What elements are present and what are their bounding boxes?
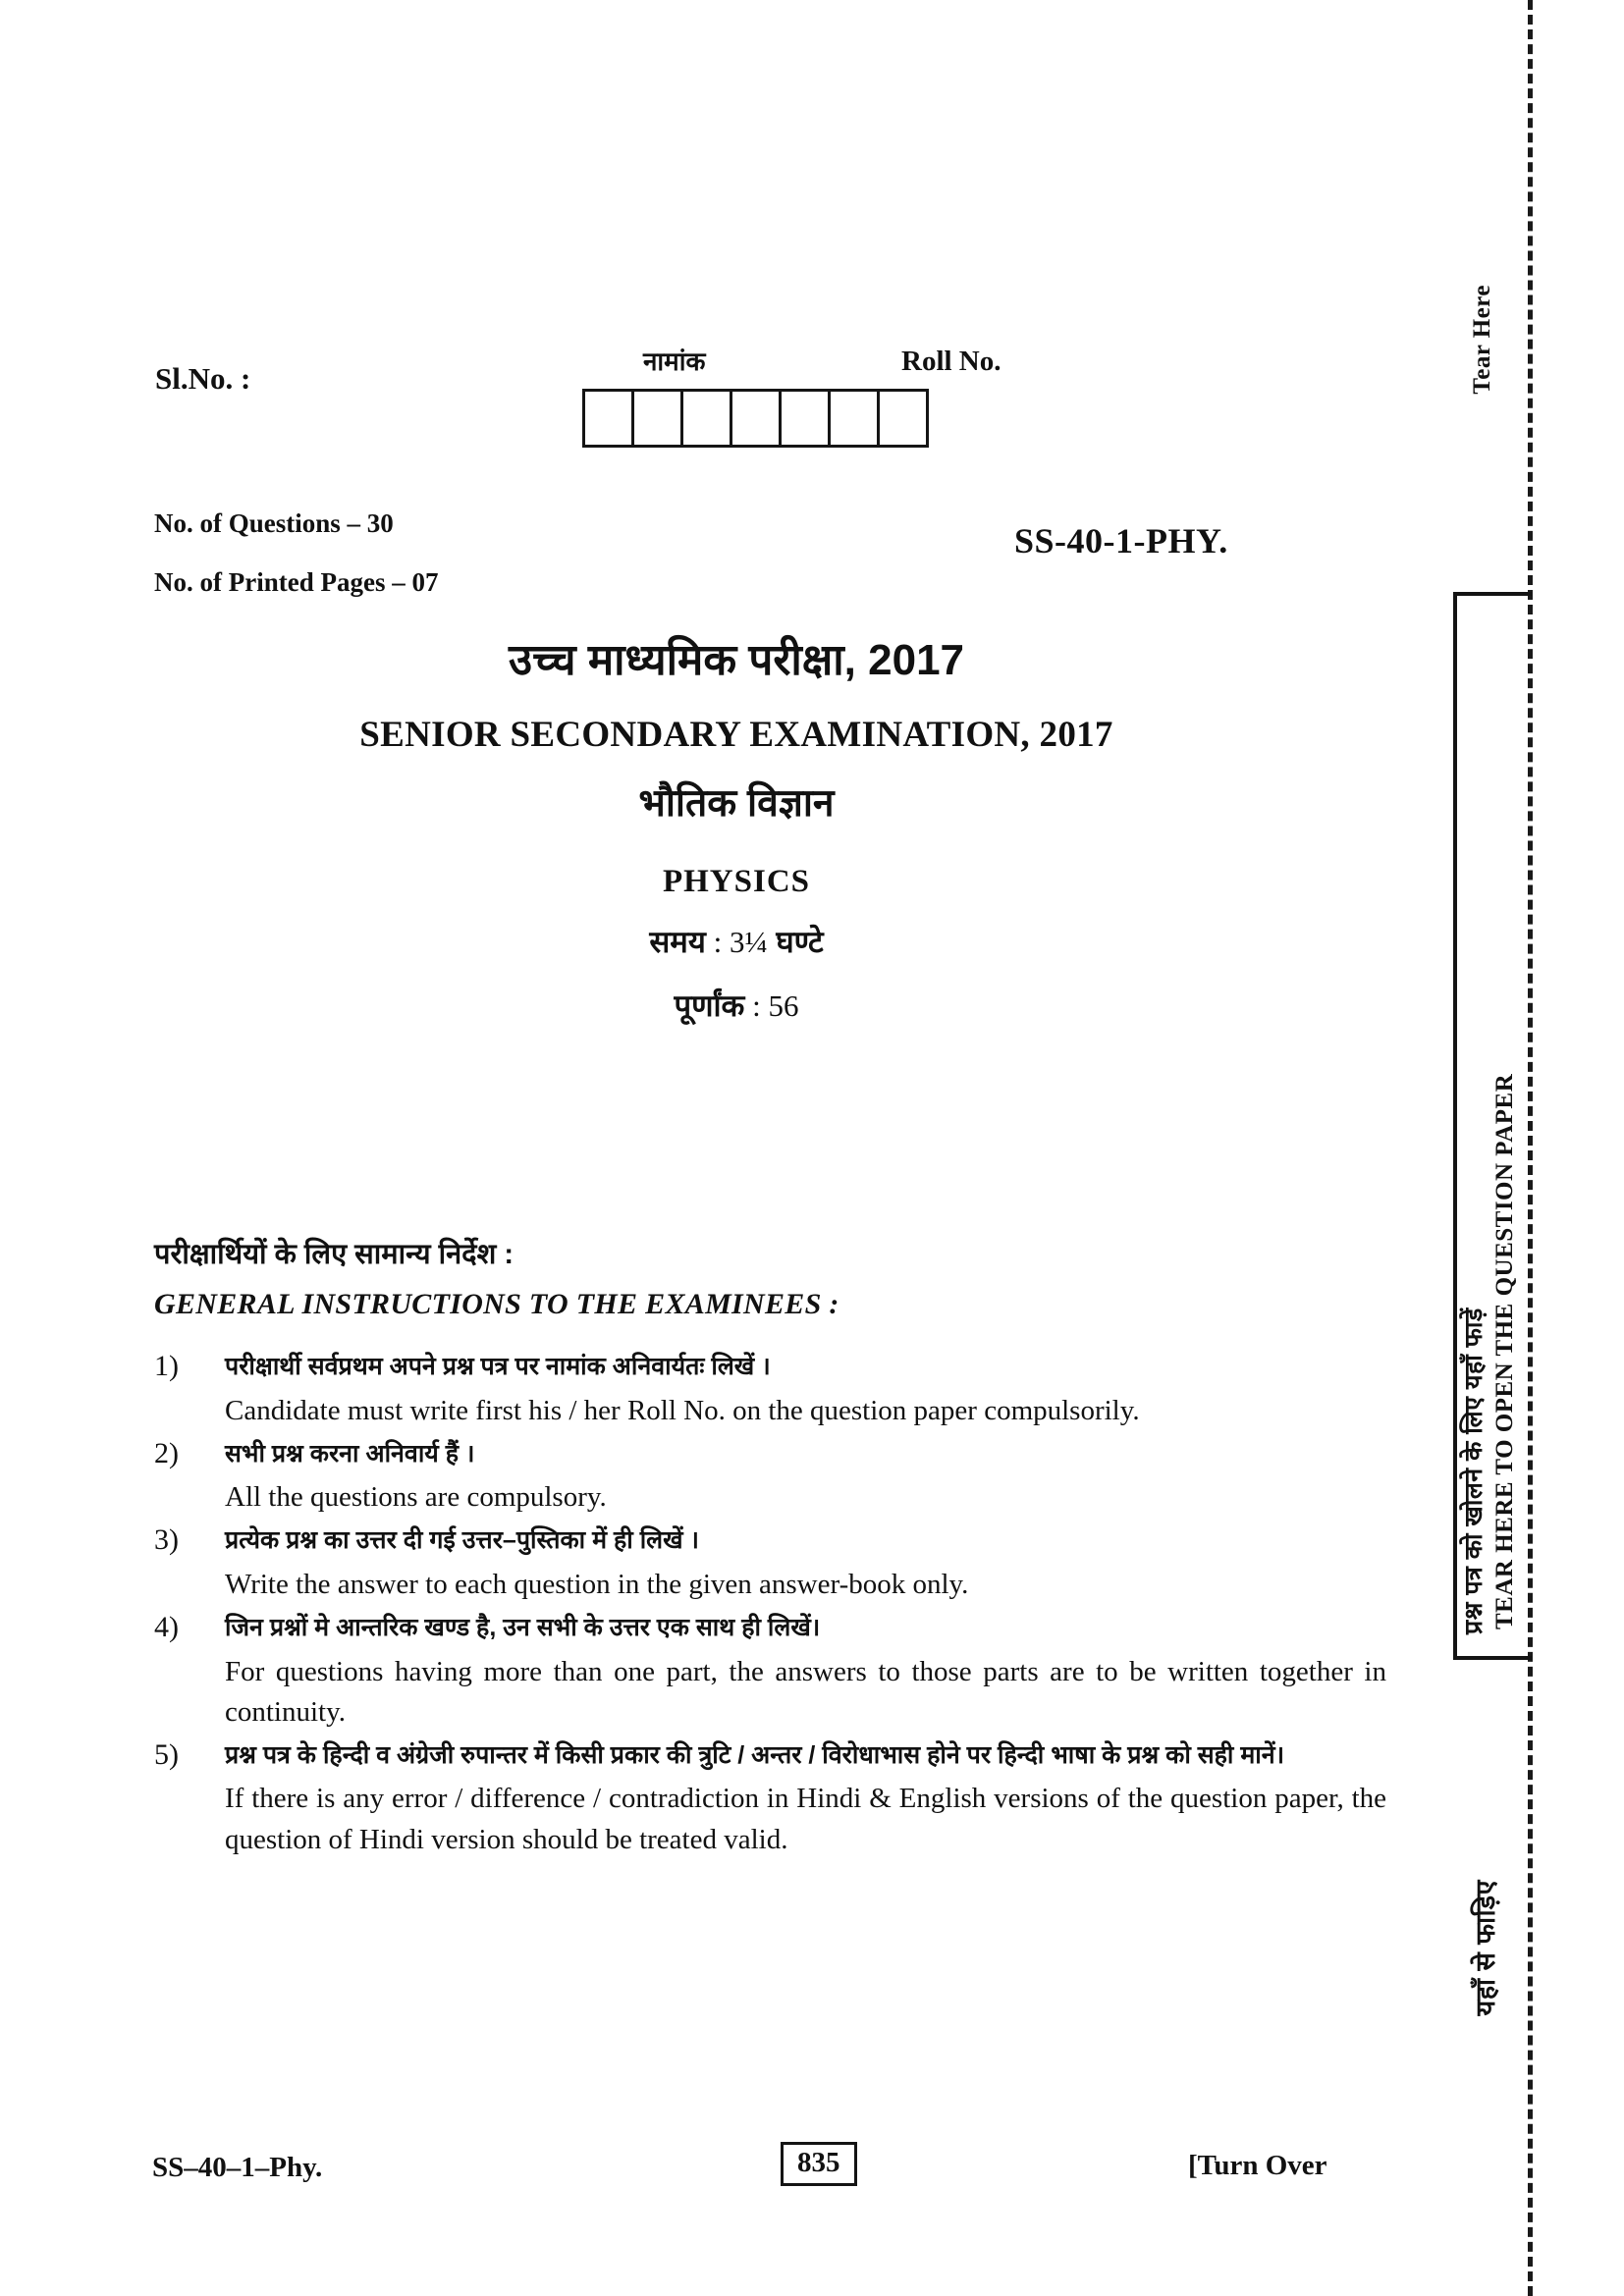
roll-number-cell[interactable] — [828, 389, 880, 448]
instructions-list — [154, 1350, 1386, 1866]
instruction-text-english: Candidate must write first his / her Roll No. on the question paper compulsorily. — [225, 1394, 1140, 1426]
tear-here-bottom-label: यहाँ से फाड़िए — [1471, 1880, 1500, 2016]
instruction-text-hindi: प्रत्येक प्रश्न का उत्तर दी गई उत्तर–पुस्तिका में ही लिखें । — [225, 1526, 699, 1555]
time-value: 3¼ — [729, 925, 768, 959]
instruction-item — [154, 1611, 1386, 1733]
exam-title-english: SENIOR SECONDARY EXAMINATION, 2017 — [359, 715, 1113, 755]
roll-number-cell[interactable] — [877, 389, 929, 448]
exam-title-hindi: उच्च माध्यमिक परीक्षा, 2017 — [508, 636, 965, 684]
instructions-heading-hindi: परीक्षार्थियों के लिए सामान्य निर्देश : — [154, 1239, 514, 1270]
roll-no-label: Roll No. — [901, 346, 1001, 377]
instruction-text-english: Write the answer to each question in the given answer-book only. — [225, 1568, 969, 1600]
instruction-number: 1) — [154, 1350, 179, 1382]
no-of-questions-label: No. of Questions – 30 — [154, 508, 394, 538]
subject-title-hindi: भौतिक विज्ञान — [638, 782, 835, 825]
instruction-text-hindi: प्रश्न पत्र के हिन्दी व अंग्रेजी रुपान्तर में किसी प्रकार की त्रुटि / अन्तर / विरोधाभास होने पर हिन्दी भाषा के प्रश्न को सही मानें। — [225, 1740, 1285, 1769]
time-allowed-line: समय : 3¼ घण्टे — [649, 925, 824, 959]
tear-here-top-label: Tear Here — [1469, 285, 1495, 395]
instruction-text-english: If there is any error / difference / contradiction in Hindi & English versions of the question paper, the question of Hindi version should be treated valid. — [225, 1783, 1386, 1855]
instruction-text-english: For questions having more than one part, the answers to those parts are to be written together in continuity. — [225, 1655, 1386, 1728]
instruction-text-hindi: जिन प्रश्नों मे आन्तरिक खण्ड है, उन सभी के उत्तर एक साथ ही लिखें। — [225, 1614, 821, 1642]
paper-code-label: SS-40-1-PHY. — [1014, 521, 1228, 561]
instruction-item — [154, 1350, 1386, 1431]
subject-title-english: PHYSICS — [662, 864, 811, 899]
tear-here-open-paper-hindi-label: प्रश्न पत्र को खोलने के लिए यहाँ फाड़ें — [1460, 1308, 1488, 1634]
instruction-item — [154, 1738, 1386, 1860]
marks-label: पूर्णांक — [674, 988, 745, 1023]
no-of-printed-pages-label: No. of Printed Pages – 07 — [154, 567, 439, 597]
tear-here-open-paper-english-label: TEAR HERE TO OPEN THE QUESTION PAPER — [1491, 1073, 1518, 1629]
roll-number-cell[interactable] — [730, 389, 782, 448]
marks-value: 56 — [768, 988, 799, 1023]
roll-number-cell[interactable] — [582, 389, 634, 448]
roll-number-cell[interactable] — [779, 389, 831, 448]
instruction-text-hindi: सभी प्रश्न करना अनिवार्य हैं । — [225, 1439, 475, 1468]
instruction-number: 4) — [154, 1611, 179, 1644]
footer-paper-code: SS–40–1–Phy. — [152, 2152, 323, 2183]
instruction-item — [154, 1437, 1386, 1519]
instruction-number: 3) — [154, 1523, 179, 1557]
instruction-text-english: All the questions are compulsory. — [225, 1481, 607, 1514]
roll-number-cell[interactable] — [680, 389, 732, 448]
time-label: समय — [649, 925, 706, 959]
time-unit: घण्टे — [776, 925, 824, 959]
instruction-item — [154, 1523, 1386, 1605]
instruction-number: 2) — [154, 1436, 179, 1469]
instructions-heading-english: GENERAL INSTRUCTIONS TO THE EXAMINEES : — [154, 1288, 839, 1320]
instruction-number: 5) — [154, 1737, 179, 1771]
roll-number-cell[interactable] — [631, 389, 683, 448]
serial-number-label: Sl.No. : — [155, 361, 251, 396]
turn-over-label: [Turn Over — [1188, 2150, 1327, 2181]
page-number-box: 835 — [781, 2142, 857, 2186]
maximum-marks-line: पूर्णांक : 56 — [674, 988, 799, 1023]
namank-label: नामांक — [643, 347, 706, 376]
roll-number-grid[interactable] — [582, 389, 926, 448]
instruction-text-hindi: परीक्षार्थी सर्वप्रथम अपने प्रश्न पत्र पर नामांक अनिवार्यतः लिखें । — [225, 1353, 771, 1380]
